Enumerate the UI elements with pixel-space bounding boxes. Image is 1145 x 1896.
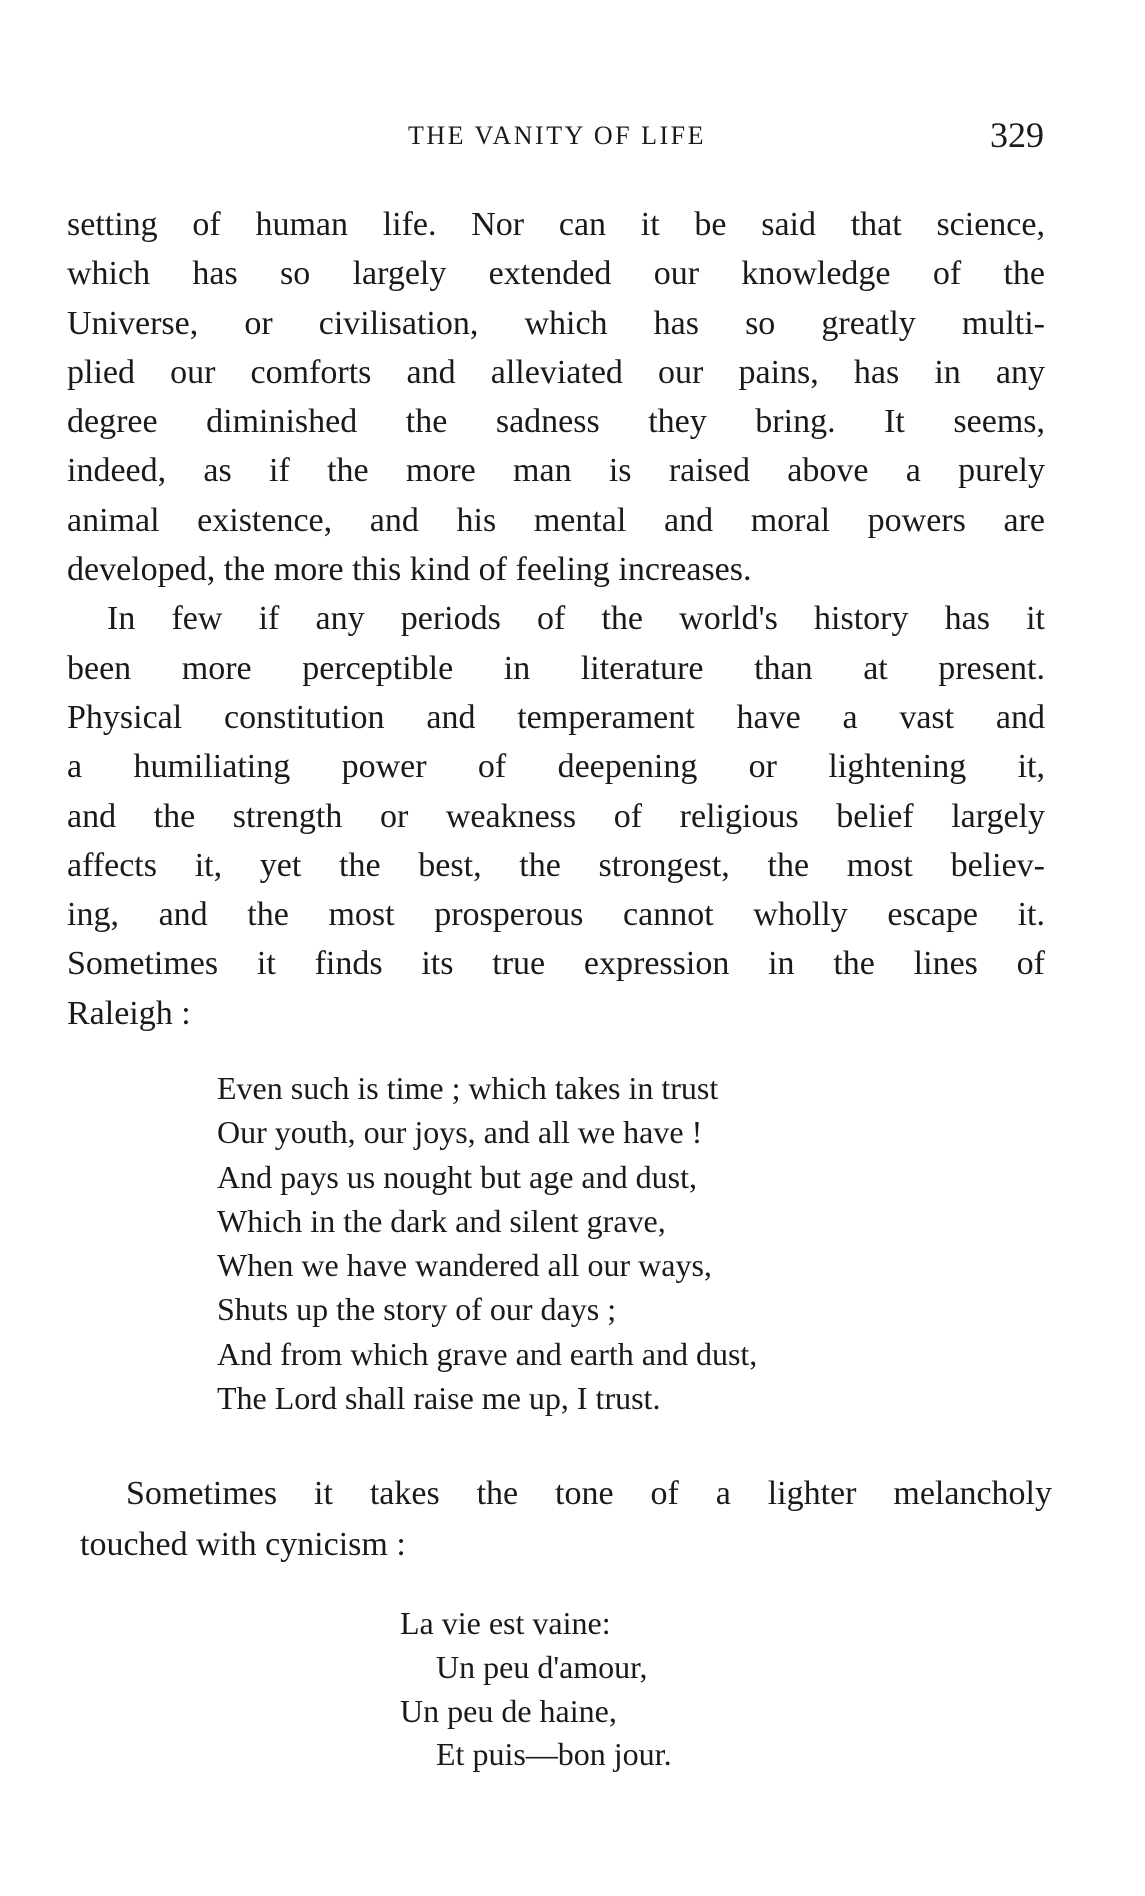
text-line: and the strength or weakness of religious belief largely [67, 797, 1045, 835]
text-line: Sometimes it finds its true expression in the lines of [67, 945, 1045, 983]
paragraph-1 [67, 200, 1045, 594]
poem-line: Our youth, our joys, and all we have ! [217, 1114, 703, 1151]
text-line: been more perceptible in literature than at present. [67, 649, 1045, 687]
poem-line: Un peu d'amour, [436, 1648, 648, 1685]
text-line: Universe, or civilisation, which has so greatly multi- [67, 304, 1045, 342]
text-line: animal existence, and his mental and moral powers are [67, 501, 1045, 539]
paragraph-2 [67, 594, 1045, 1038]
poem-line: Even such is time ; which takes in trust [217, 1070, 719, 1106]
poem-line: When we have wandered all our ways, [217, 1247, 712, 1284]
poem-line: Un peu de haine, [400, 1692, 617, 1729]
page-number: 329 [990, 115, 1044, 155]
text-line: setting of human life. Nor can it be said that science, [67, 206, 1045, 243]
paragraph-3 [80, 1468, 1052, 1570]
poem-line: La vie est vaine: [400, 1605, 611, 1641]
poem-line: The Lord shall raise me up, I trust. [217, 1380, 661, 1417]
poem-line: And from which grave and earth and dust, [217, 1335, 758, 1372]
text-line: Sometimes it takes the tone of a lighter melancholy [126, 1475, 1052, 1512]
text-line: degree diminished the sadness they bring. It seems, [67, 403, 1045, 441]
poem-line: Shuts up the story of our days ; [217, 1291, 617, 1328]
text-line: touched with cynicism : [80, 1526, 406, 1563]
text-line: Physical constitution and temperament have a vast and [67, 698, 1045, 736]
text-line: Raleigh : [67, 994, 191, 1032]
text-line: In few if any periods of the world's history has it [107, 600, 1045, 638]
text-line: which has so largely extended our knowledge of the [67, 255, 1045, 293]
poem-line: And pays us nought but age and dust, [217, 1158, 697, 1195]
running-title: THE VANITY OF LIFE [407, 121, 707, 150]
text-line: developed, the more this kind of feeling increases. [67, 551, 752, 589]
poem-french [400, 1602, 672, 1777]
text-line: plied our comforts and alleviated our pains, has in any [67, 353, 1045, 391]
text-line: indeed, as if the more man is raised above a purely [67, 452, 1045, 490]
body-text [67, 200, 1045, 1038]
text-line: a humiliating power of deepening or lightening it, [67, 748, 1045, 786]
poem-line: Which in the dark and silent grave, [217, 1202, 666, 1239]
text-line: affects it, yet the best, the strongest, the most believ- [67, 846, 1045, 884]
poem-raleigh [217, 1066, 757, 1420]
text-line: ing, and the most prosperous cannot wholly escape it. [67, 896, 1045, 934]
poem-line: Et puis—bon jour. [436, 1736, 672, 1773]
